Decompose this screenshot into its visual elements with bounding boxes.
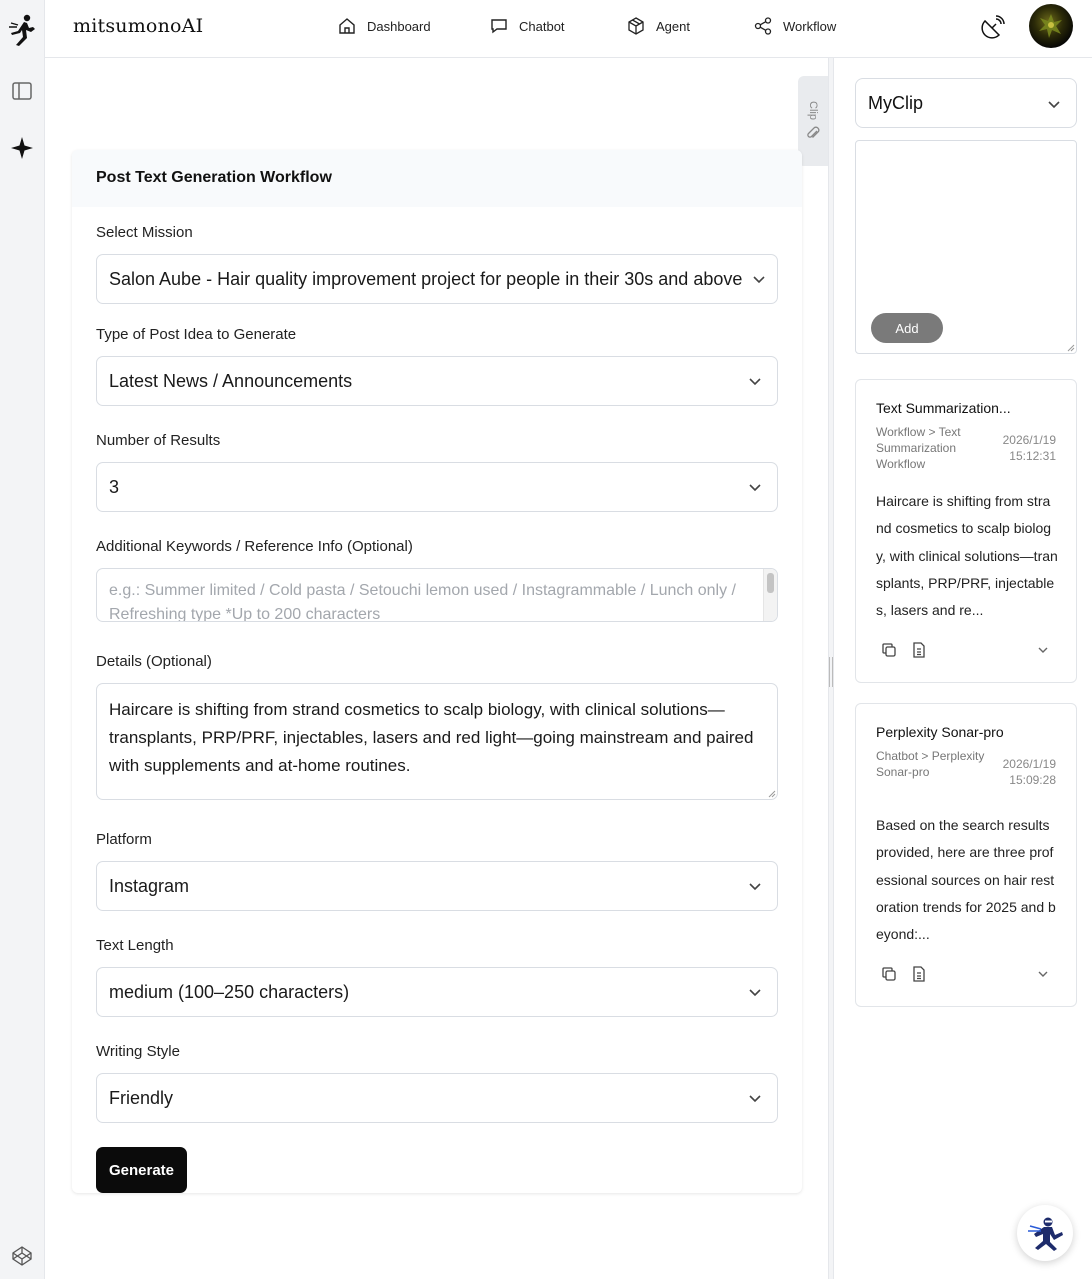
nav-chatbot-label: Chatbot <box>519 18 565 34</box>
document-icon[interactable] <box>910 641 928 659</box>
details-label: Details (Optional) <box>96 653 212 670</box>
nav-agent[interactable] <box>626 14 690 38</box>
num-results-select[interactable] <box>96 462 778 512</box>
clip-card[interactable] <box>855 703 1077 1007</box>
cube-icon <box>626 16 646 36</box>
app-logo-icon[interactable] <box>6 14 38 46</box>
platform-label: Platform <box>96 831 152 848</box>
nav-workflow-label: Workflow <box>783 18 837 34</box>
mission-value: Salon Aube - Hair quality improvement project for people in their 30s and above <box>109 268 743 289</box>
chevron-down-icon <box>747 878 763 894</box>
clip-breadcrumb: Workflow > Text Summarization Workflow <box>876 425 961 471</box>
platform-select[interactable] <box>96 861 778 911</box>
clip-time: 15:09:28 <box>1009 773 1056 787</box>
nav-agent-label: Agent <box>656 18 690 34</box>
scrollbar[interactable] <box>763 569 777 621</box>
text-length-value: medium (100–250 characters) <box>109 981 350 1002</box>
post-type-label: Type of Post Idea to Generate <box>96 326 297 343</box>
text-length-select[interactable] <box>96 967 778 1017</box>
text-length-label: Text Length <box>96 937 174 954</box>
left-rail <box>0 0 45 1279</box>
chevron-down-icon[interactable] <box>1034 965 1052 983</box>
clip-timestamp <box>1003 432 1056 464</box>
resize-grip-icon[interactable] <box>1065 342 1075 352</box>
clip-date: 2026/1/19 <box>1002 433 1056 447</box>
details-value: Haircare is shifting from strand cosmetics to scalp biology, with clinical solutions—transplants, PRP/PRF, injectables, lasers and red light—going mainstream and paired with supplements and at-home routines. <box>109 700 754 775</box>
post-type-value: Latest News / Announcements <box>109 370 353 391</box>
clip-breadcrumb: Chatbot > Perplexity Sonar-pro <box>876 749 985 779</box>
resize-handle[interactable] <box>829 657 833 687</box>
mission-label: Select Mission <box>96 224 193 241</box>
chevron-down-icon <box>1046 96 1062 112</box>
clip-card[interactable] <box>855 379 1077 683</box>
workflow-form-card <box>72 150 802 1193</box>
clip-toolbar <box>876 641 1058 659</box>
form-title: Post Text Generation Workflow <box>72 150 802 207</box>
share-nodes-icon <box>753 16 773 36</box>
clip-title: Text Summarization... <box>876 400 1011 416</box>
satellite-dish-icon[interactable] <box>979 15 1005 41</box>
clip-tab[interactable] <box>798 76 828 166</box>
clip-body-text: Based on the search results provided, here are three professional sources on hair restoration trends for 2025 and beyond:... <box>876 817 1056 943</box>
chevron-down-icon <box>751 271 767 287</box>
writing-style-label: Writing Style <box>96 1043 180 1060</box>
clip-toolbar <box>876 965 1058 983</box>
ninja-mascot-icon <box>1026 1214 1064 1252</box>
home-icon <box>337 16 357 36</box>
brand-name[interactable]: mitsumonoAI <box>73 15 204 37</box>
nav-dashboard[interactable] <box>337 14 431 38</box>
clip-time: 15:12:31 <box>1009 449 1056 463</box>
chevron-down-icon <box>747 1090 763 1106</box>
clip-tab-label: Clip <box>807 100 819 120</box>
user-avatar[interactable] <box>1029 4 1073 48</box>
writing-style-select[interactable] <box>96 1073 778 1123</box>
sparkle-icon[interactable] <box>6 132 38 164</box>
nav-workflow[interactable] <box>753 14 836 38</box>
add-button[interactable]: Add <box>871 313 943 343</box>
clip-date: 2026/1/19 <box>1002 757 1056 771</box>
clip-body-text: Haircare is shifting from strand cosmetics to scalp biology, with clinical solutions—transplants, PRP/PRF, injectables, lasers and re... <box>876 493 1058 619</box>
clip-timestamp <box>1003 756 1056 788</box>
mission-select[interactable] <box>96 254 778 304</box>
num-results-label: Number of Results <box>96 432 221 449</box>
chat-bubble-icon <box>489 16 509 36</box>
nav-dashboard-label: Dashboard <box>367 18 431 34</box>
codepen-icon[interactable] <box>6 1240 38 1272</box>
top-header <box>45 0 1092 58</box>
chevron-down-icon[interactable] <box>1034 641 1052 659</box>
keywords-placeholder: e.g.: Summer limited / Cold pasta / Setouchi lemon used / Instagrammable / Lunch only / Refreshing type *Up to 200 characters <box>109 582 736 622</box>
document-icon[interactable] <box>910 965 928 983</box>
chevron-down-icon <box>747 984 763 1000</box>
clip-body <box>876 812 1058 948</box>
keywords-label: Additional Keywords / Reference Info (Optional) <box>96 538 413 555</box>
keywords-textarea[interactable] <box>96 568 778 622</box>
clip-body <box>876 488 1058 624</box>
details-textarea[interactable] <box>96 683 778 800</box>
nav-chatbot[interactable] <box>489 14 565 38</box>
copy-icon[interactable] <box>880 965 898 983</box>
resize-grip-icon[interactable] <box>766 788 776 798</box>
paperclip-icon <box>806 125 820 141</box>
num-results-value: 3 <box>109 476 120 497</box>
myclip-select[interactable] <box>855 78 1077 128</box>
chevron-down-icon <box>747 373 763 389</box>
clip-input-area[interactable] <box>855 140 1077 354</box>
sidebar-toggle-icon[interactable] <box>6 75 38 107</box>
writing-style-value: Friendly <box>109 1087 174 1108</box>
assistant-fab[interactable] <box>1017 1205 1073 1261</box>
platform-value: Instagram <box>109 875 190 896</box>
post-type-select[interactable] <box>96 356 778 406</box>
generate-button[interactable]: Generate <box>96 1147 187 1193</box>
myclip-value: MyClip <box>868 92 924 113</box>
clip-title: Perplexity Sonar-pro <box>876 724 1004 740</box>
chevron-down-icon <box>747 479 763 495</box>
copy-icon[interactable] <box>880 641 898 659</box>
